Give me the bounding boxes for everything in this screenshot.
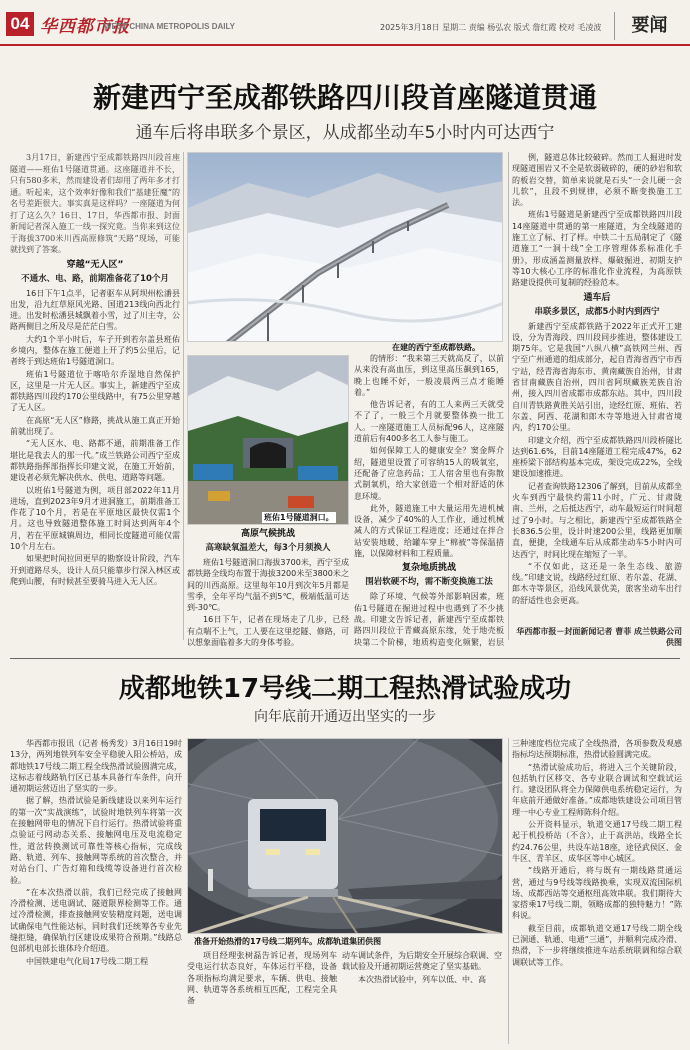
section-label: 要闻 [614,12,684,40]
paragraph [187,649,349,650]
paragraph: 据了解，热滑试验是新线建设以来列车运行的第一次“实战演练”，试验时地铁列车将第一次在接触网带电的情况下自行运行。热滑试验将重点验证弓网动态关系、接触网电压及电流稳定性，道岔转换测试可靠性等核心指标，完成线路、轨道、列车、接触网等系统的首次整合，并对站台门、广告灯箱和线缆等设备进行首次检验。 [10,796,182,885]
article1-subtitle: 通车后将串联多个景区，从成都坐动车5小时内可达西宁 [135,123,555,143]
page-number: 04 [6,12,34,36]
paragraph: 他告诉记者，有的工人来两三天就受不了了，一般三个月就要整体换一批工人。一座隧道施工人员标配96人，这座隧道前后有400多名工人参与施工。 [354,400,504,444]
paragraph: 新建西宁至成都铁路于2022年正式开工建设，分为青海段、四川段同步推进，整体建设工期75年。它是我国“八纵八横”高铁网兰州、西宁至广州通道的组成部分，起自青海省西宁市西宁站，经青海省海东市、黄南藏族自治州，甘肃省甘南藏族自治州，四川省阿坝藏族羌族自治州，接入四川省成都市成都东站。其中，四川段自川青铁路黄胜关站引出，途经红原、班佑、若尔盖、阿西、花湖和郎木寺等地进入甘肃省境内，约170公里。 [512,321,682,433]
paragraph: 如果把时间拉回更早的勘察设计阶段，汽车开到道路尽头，设计人员只能靠步行深入林区或爬到山腰，有时候甚至要骑马进入无人区。 [10,554,180,586]
article1-credit: 华西都市报－封面新闻记者 曹菲 成兰铁路公司供图 [516,627,682,648]
paragraph: “线路开通后，将与既有一期线路贯通运营，通过与9号线等线路换乘，实现双流国际机场、成都西站等交通枢纽高效串联。我们期待大家搭乘17号线二期，领略成都的独特魅力！”陈科说。 [512,866,682,921]
newspaper-logo-english: WEST CHINA METROPOLIS DAILY [104,22,235,31]
paragraph: 16日下午，记者在现场走了几步，已经有点喘不上气，工人要在这里挖隧、修路，可以想象面临着多大的身体考验。 [187,615,349,648]
paragraph: “不仅如此，这还是一条生态线、旅游线。”印建文说，线路经过红原、若尔盖、花湖、郎木寺等景区，沿线风景优美，旅客坐动车出行的舒适性也会更高。 [512,561,682,605]
section-heading: 通车后 [583,292,611,303]
paragraph: 如何保障工人的健康安全？窦金辉介绍，隧道里设置了可容纳15人的吸氧室，还配备了应急药品；工人宿舍里也有弥散式制氧机，给大家创造一个相对舒适的休息环境。 [354,446,504,501]
article2-column-3 [342,950,502,1044]
article2-column-1 [10,738,182,1044]
section-subheading: 不通水、电、路，前期准备花了10个月 [21,273,169,284]
section-heading: 高原气候挑战 [240,529,295,539]
photo2-caption: 班佑1号隧道洞口。 [264,513,334,522]
paragraph: 班佑1号隧道位于喀哈尔乔湿地自然保护区，这里是一片无人区。事实上，新建西宁至成都铁路四川段约170公里线路中，有75公里穿越了无人区。 [10,369,180,413]
paragraph: 在高原“无人区”修路，挑战从施工真正开始前就出现了。 [10,415,180,437]
paragraph: 三种速度档位完成了全线热滑，各项参数及观感指标均达预期标准，热滑试验圆满完成。 [512,739,682,760]
article-divider [10,658,680,659]
paragraph: 项目经理张树磊告诉记者，现场列车受电运行状态良好，车体运行平稳，设备各项指标均满足要求，车辆、供电、接触网、轨道等各系统相互匹配，工程完全具备 [187,951,337,1006]
paragraph: 本次热滑试验中，列车以低、中、高 [358,974,486,984]
paragraph: 截至目前，成都轨道交通17号线二期全线已洞通、轨通、电通“三通”，并顺利完成冷滑、热滑，下一步将继续推进车站系统联调和综合联调联试等工作。 [512,923,682,967]
paragraph: 以班佑1号隧道为例，项目部2022年11月进场，直到2023年9月才进洞施工，前期准备工作花了10个月，若是在平原地区最快仅需1个月。这也导致隧道整体施工时间达到两年4个月，若在平原城镇周边，相同长度隧道可能仅需10个月左右。 [10,485,180,552]
article2-title: 成都地铁17号线二期工程热滑试验成功 [118,674,572,704]
article1-title: 新建西宁至成都铁路四川段首座隧道贯通 [92,81,597,114]
paragraph: 例，隧道总体比较破碎。然而工人掘进时发现隧道围岩又不全是软弱破碎的，硬的砂岩和软的板岩交替，简单来说就是石头“一会儿硬一会儿软”，且段不到规律，必须不断变换施工工法。 [512,153,682,208]
paragraph: 班佑1号隧道是新建西宁至成都铁路四川段14座隧道中贯通的第一座隧道，为全线隧道的施工立了标、打了样。中铁二十五局制定了《隧道施工“一洞十线”全工序管理体系标准化手册》，形成涵盖测量放样、爆破掘进、初期支护等10大核心工序的标准化作业流程，为高原铁路建设提供可复制的经验范本。 [512,210,682,288]
paragraph: 公开资料显示，轨道交通17号线二期工程起于机投桥站（不含），止于高洪站，线路全长约24.76公里，共设车站18座，途径武侯区、金牛区、青羊区、成华区等中心城区。 [512,820,682,863]
paragraph: 班佑1号隧道洞口海拔3700米，西宁至成都铁路全线均布置于海拔3200米至3800米之间的川西高原。这里每年10月到次年5月都是雪季，全年平均气温不到5℃，极端低温可达到-30℃。 [187,558,349,613]
article2-column-2 [187,950,337,1044]
section-subheading: 高寒缺氧温差大，每3个月须换人 [205,543,331,553]
article2-column-4 [512,738,682,1044]
paragraph: 动车调试条件，为后期安全开展综合联调、空载试验及开通初期运营奠定了坚实基础。 [342,951,502,972]
masthead [0,0,690,46]
section-subheading: 串联多景区，成都5小时内到西宁 [534,306,660,317]
section-heading: 穿越“无人区” [66,259,124,270]
paragraph: 的情形：“我来第三天就高反了，以前从来没有高血压，到这里高压飙到165，晚上也睡不好，一般凌晨两三点才能睡着。” [354,354,504,397]
article1-column-2 [187,528,349,650]
tunnel-portal-photo [187,355,349,525]
dateline: 2025年3月18日 星期二 责编 杨弘农 版式 詹红霞 校对 毛凌波 [380,23,602,32]
section-heading: 复杂地质挑战 [401,563,456,574]
article2-subtitle: 向年底前开通迈出坚实的一步 [254,709,436,725]
paragraph: 16日下午1点半，记者驱车从阿坝州松潘县出发，沿九红草原风光路、国道213线向西北行进。出发时松潘县城飘着小雪，过了川主寺，公路两侧目之所及尽是茫茫白雪。 [10,288,180,332]
paragraph: “无人区水、电、路都不通，前期准备工作堪比是我去人的那一代。”成兰铁路公司西宁至成都铁路指挥部指挥长印建文说，在施工开始前，建设者必须先解决供水、供电、道路等问题。 [10,439,180,483]
paragraph: 中国铁建电气化局17号线二期工程 [26,956,149,966]
paragraph: 记者查询铁路12306了解到，目前从成都坐火车到西宁最快约需11小时，广元、甘肃陇南、兰州，之后抵达西宁，动车最短运行时间超过了9小时。与之相比，新建西宁至成都铁路全长836.5公里，设计时速200公里，线路更加顺直，便捷，全线通车后从成都坐动车5小时内可达西宁，时间比现在缩短了一半。 [512,481,682,559]
newspaper-logo: 华西都市报 [40,17,130,37]
section-subheading: 围岩软硬不均，需不断变换施工法 [365,577,493,588]
paragraph: “在本次热滑以前，我们已经完成了接触网冷滑检测、送电调试、隧道限界检测等工作。通过冷滑检测，排查接触网安装精度问题，送电调试确保电气性能达标，同时我们还统筹各专业先缝拒缝，确保轨行区建设成果符合预期。”线路总包部机电部长谁体玲介绍道。 [10,887,182,954]
paragraph: 华西都市报讯（记者 杨秀发）3月16日19时13分，两列地铁列车安全平稳驶入阳公桥站，成都地铁17号线二期工程全线热滑试验圆满完成，这标志着线路轨行区已基本具备行车条件，向开通初期运营迈出了坚实的一步。 [10,739,182,794]
article1-column-1 [10,152,180,642]
paragraph: “热滑试验成功后，将进入三个关键阶段，包括轨行区移交、各专业联合调试和空载试运行。建设团队将全力保障供电系统稳定运行，为年底前开通做好准备。”成都地铁建设公司项目管理一中心专业工程师陈科介绍。 [512,762,682,817]
metro-train-photo [187,738,503,934]
photo3-caption: 准备开始热滑的17号线二期列车。成都轨道集团供图 [194,937,382,946]
paragraph: 此外，隧道施工中大量运用先进机械设备，减少了40%的人工作业，通过机械减人的方式保证工程进度；还通过在拌合站安装地暖、给罐车穿上“棉被”等保温措施，以保障材料和工程质量。 [354,503,504,559]
article1-column-3 [354,353,504,648]
paragraph: 除了环境、气候等外部影响因素，班佑1号隧道在掘进过程中也遇到了不少挑战。印建文告诉记者，新建西宁至成都铁路四川段位于青藏高原东缘，处于地壳板块第二个阶梯，地质构造变化频繁，岩层 [354,592,504,647]
paragraph: 印建文介绍，西宁至成都铁路四川段桥隧比达到61.6%，目前14座隧道工程完成47%，62座桥梁下部结构基本完成，架设完成22%，全线建设加速推进。 [512,435,682,479]
railway-construction-photo [187,152,503,342]
article1-lead: 3月17日，新建西宁至成都铁路四川段首座隧道——班佑1号隧道贯通。这座隧道并不长，只有580多米，然而建设者们却用了两年多才打通。听起来，这个效率好像和我们“基建狂魔”的名号差距很大。事实真是这样吗？一座隧道为何打了这么久？16日、17日，华西都市报、封面新闻记者深入施工一线一探究竟。当你来到这位于海拔3700米川西高原修筑“天路”现场，可能就找到了答案。 [10,153,180,254]
photo1-caption: 在建的西宁至成都铁路。 [392,343,480,352]
paragraph: 大约1个半小时后，车子开到若尔盖县班佑乡境内，整体在施工便道上开了约5公里后，记者终于到达班佑1号隧道洞口。 [10,334,180,367]
article1-column-4 [512,152,682,624]
